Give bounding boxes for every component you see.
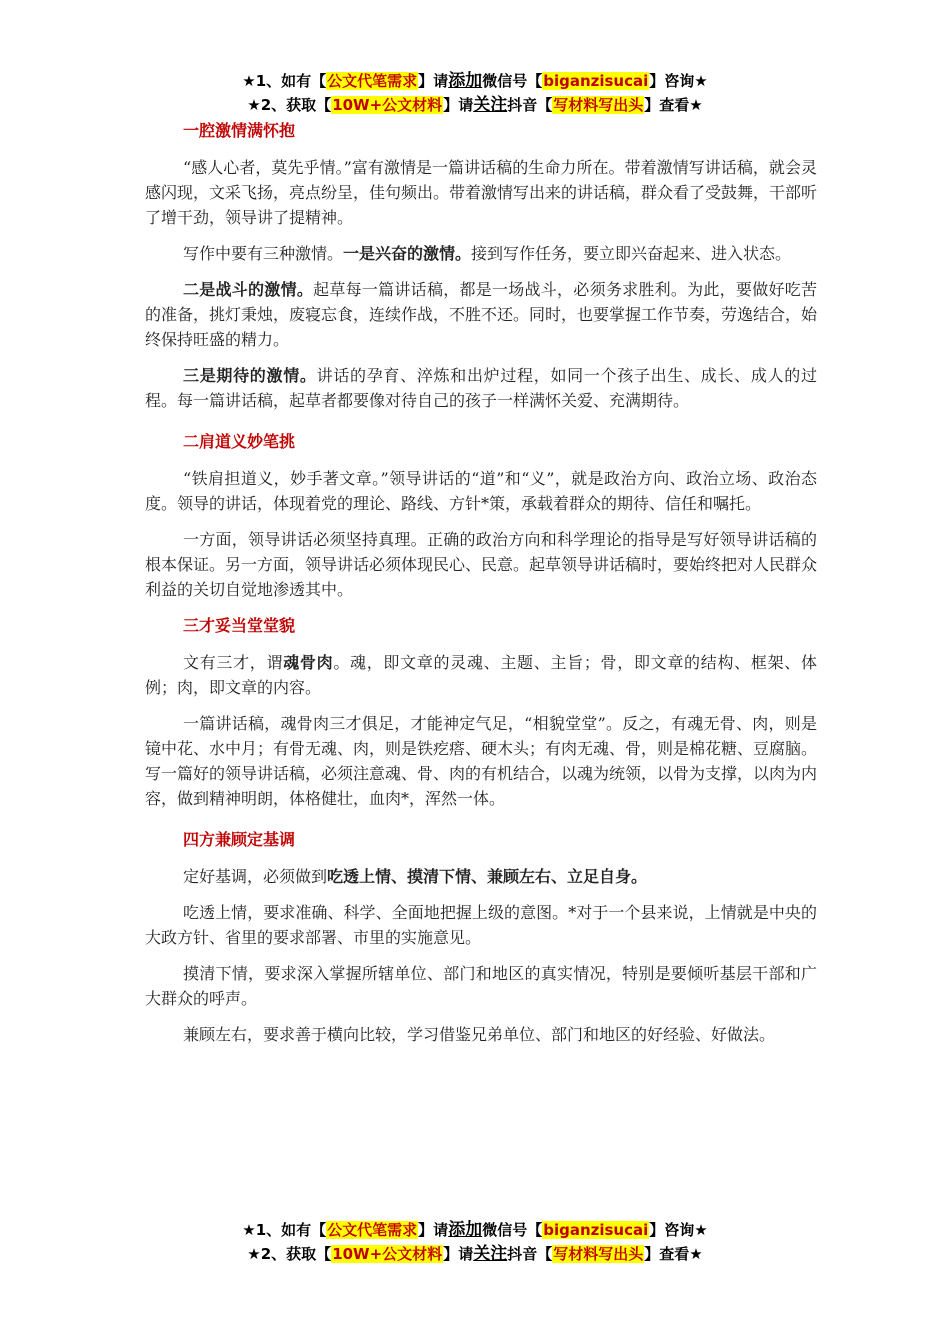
paragraph	[145, 277, 817, 352]
banner-text: 抖音【	[507, 96, 553, 114]
banner-emphasis: 添加	[448, 1220, 483, 1240]
section-heading: 二肩道义妙笔挑	[183, 432, 296, 451]
banner-text: 】请	[443, 1245, 474, 1263]
paragraph	[145, 155, 817, 230]
paragraph-lead: 魂骨肉	[283, 653, 334, 672]
banner-highlight: 10W+公文材料	[332, 96, 443, 114]
banner-text: ★1、如有【	[242, 72, 327, 90]
paragraph	[145, 900, 817, 950]
banner-text: 微信号【	[482, 1221, 543, 1239]
banner-line-1	[0, 1218, 950, 1242]
banner-highlight: 写材料写出头	[553, 96, 644, 114]
bottom-banner	[0, 1218, 950, 1266]
banner-highlight: 公文代笔需求	[327, 72, 418, 90]
banner-text: 】咨询★	[649, 72, 708, 90]
paragraph-text: 。魂，即文章的灵魂、主题、主旨；骨，即文章的结构、框架、体例；肉，即文章的内容。	[145, 653, 817, 697]
banner-text: ★2、获取【	[247, 1245, 332, 1263]
banner-text: 】请	[418, 72, 449, 90]
banner-line-2	[0, 93, 950, 117]
banner-highlight: biganzisucai	[543, 1221, 649, 1239]
article-body	[145, 118, 817, 1047]
paragraph-text: 吃透上情，要求准确、科学、全面地把握上级的意图。*对于一个县来说，上情就是中央的大政方针、省里的要求部署、市里的实施意见。	[145, 903, 817, 947]
paragraph	[145, 363, 817, 413]
paragraph-text: “铁肩担道义，妙手著文章。”领导讲话的“道”和“义”，就是政治方向、政治立场、政治态度。领导的讲话，体现着党的理论、路线、方针*策，承载着群众的期待、信任和嘱托。	[145, 469, 817, 513]
paragraph	[145, 241, 817, 266]
paragraph-text: 接到写作任务，要立即兴奋起来、进入状态。	[471, 244, 792, 263]
banner-line-1	[0, 69, 950, 93]
paragraph-text: 一篇讲话稿，魂骨肉三才俱足，才能神定气足，“相貌堂堂”。反之，有魂无骨、肉，则是镜中花、水中月；有骨无魂、肉，则是铁疙瘩、硬木头；有肉无魂、骨，则是棉花糖、豆腐脑。写一篇好的领导讲话稿，必须注意魂、骨、肉的有机结合，以魂为统领，以骨为支撑，以肉为内容，做到精神明朗，体格健壮，血肉*，浑然一体。	[145, 714, 818, 808]
banner-highlight: 公文代笔需求	[327, 1221, 418, 1239]
banner-highlight: biganzisucai	[543, 72, 649, 90]
paragraph	[145, 961, 817, 1011]
paragraph	[145, 466, 817, 516]
paragraph-text: 起草每一篇讲话稿，都是一场战斗，必须务求胜利。为此，要做好吃苦的准备，挑灯秉烛，废寝忘食，连续作战，不胜不还。同时，也要掌握工作节奏，劳逸结合，始终保持旺盛的精力。	[145, 280, 818, 349]
paragraph	[145, 864, 817, 889]
banner-text: ★1、如有【	[242, 1221, 327, 1239]
banner-text: 】请	[418, 1221, 449, 1239]
paragraph	[145, 1022, 817, 1047]
section-heading: 一腔激情满怀抱	[183, 121, 296, 140]
paragraph-text: 定好基调，必须做到	[183, 867, 328, 886]
banner-text: 】查看★	[644, 1245, 703, 1263]
banner-text: 】请	[443, 96, 474, 114]
banner-text: 微信号【	[482, 72, 543, 90]
banner-text: 】查看★	[644, 96, 703, 114]
paragraph	[145, 650, 817, 700]
paragraph-lead: 一是兴奋的激情。	[343, 244, 472, 263]
paragraph-text: 一方面，领导讲话必须坚持真理。正确的政治方向和科学理论的指导是写好领导讲话稿的根本保证。另一方面，领导讲话必须体现民心、民意。起草领导讲话稿时，要始终把对人民群众利益的关切自觉地渗透其中。	[145, 530, 818, 599]
banner-text: 抖音【	[507, 1245, 553, 1263]
top-banner	[0, 69, 950, 117]
banner-highlight: 写材料写出头	[553, 1245, 644, 1263]
paragraph-lead: 三是期待的激情。	[183, 366, 317, 385]
banner-line-2	[0, 1242, 950, 1266]
paragraph-lead: 二是战斗的激情。	[183, 280, 314, 299]
section-heading: 三才妥当堂堂貌	[183, 616, 296, 635]
banner-highlight: 10W+公文材料	[332, 1245, 443, 1263]
paragraph-text: 摸清下情，要求深入掌握所辖单位、部门和地区的真实情况，特别是要倾听基层干部和广大群众的呼声。	[145, 964, 817, 1008]
banner-text: ★2、获取【	[247, 96, 332, 114]
paragraph	[145, 711, 817, 811]
banner-emphasis: 关注	[473, 95, 508, 115]
paragraph-text: 写作中要有三种激情。	[183, 244, 344, 263]
paragraph-text: “感人心者，莫先乎情。”富有激情是一篇讲话稿的生命力所在。带着激情写讲话稿，就会灵感闪现，文采飞扬，亮点纷呈，佳句频出。带着激情写出来的讲话稿，群众看了受鼓舞，干部听了增干劲，领导讲了提精神。	[145, 158, 818, 227]
paragraph-text: 文有三才，谓	[183, 653, 284, 672]
banner-emphasis: 关注	[473, 1244, 508, 1264]
paragraph-text: 讲话的孕育、淬炼和出炉过程，如同一个孩子出生、成长、成人的过程。每一篇讲话稿，起草者都要像对待自己的孩子一样满怀关爱、充满期待。	[145, 366, 817, 410]
paragraph	[145, 527, 817, 602]
section-heading: 四方兼顾定基调	[183, 830, 296, 849]
paragraph-text: 兼顾左右，要求善于横向比较，学习借鉴兄弟单位、部门和地区的好经验、好做法。	[183, 1025, 776, 1044]
banner-emphasis: 添加	[448, 71, 483, 91]
paragraph-lead: 吃透上情、摸清下情、兼顾左右、立足自身。	[327, 867, 648, 886]
banner-text: 】咨询★	[649, 1221, 708, 1239]
